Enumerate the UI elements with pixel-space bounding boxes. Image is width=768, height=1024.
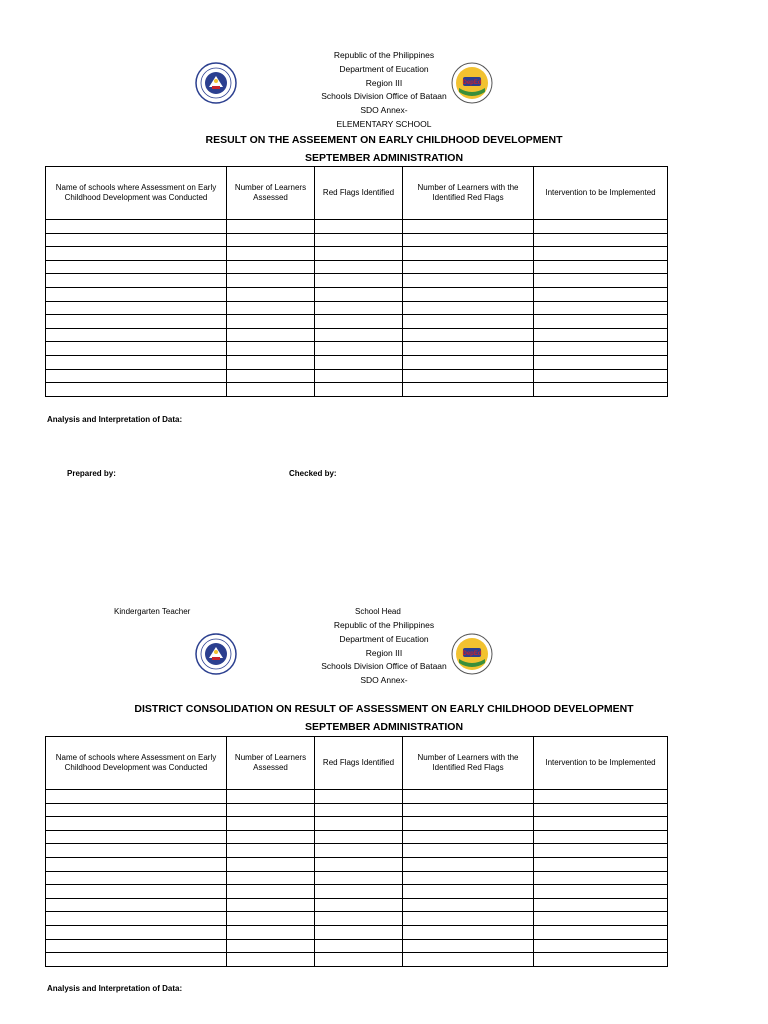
table-cell[interactable] — [46, 953, 227, 967]
table-cell[interactable] — [315, 328, 403, 342]
table-cell[interactable] — [403, 953, 534, 967]
table-cell[interactable] — [46, 301, 227, 315]
header-department: Department of Eucation — [339, 634, 429, 644]
table-cell[interactable] — [46, 857, 227, 871]
column-header: Number of Learners Assessed — [227, 737, 315, 790]
table-cell[interactable] — [403, 247, 534, 261]
table-cell[interactable] — [403, 315, 534, 329]
table-cell[interactable] — [534, 301, 668, 315]
svg-text:DepEd: DepEd — [462, 80, 482, 86]
table-cell[interactable] — [403, 328, 534, 342]
table-cell[interactable] — [227, 287, 315, 301]
table-cell[interactable] — [534, 817, 668, 831]
table-row — [46, 383, 668, 397]
table-cell[interactable] — [46, 939, 227, 953]
table-cell[interactable] — [227, 830, 315, 844]
column-header: Number of Learners Assessed — [227, 167, 315, 220]
table-cell[interactable] — [403, 790, 534, 804]
table-cell[interactable] — [227, 817, 315, 831]
analysis-label: Analysis and Interpretation of Data: — [47, 984, 183, 993]
table-cell[interactable] — [403, 301, 534, 315]
table-cell[interactable] — [315, 953, 403, 967]
table-cell[interactable] — [46, 247, 227, 261]
svg-text:DepEd: DepEd — [462, 651, 482, 657]
report-title: DISTRICT CONSOLIDATION ON RESULT OF ASSESSMENT ON EARLY CHILDHOOD DEVELOPMENT — [134, 703, 634, 715]
table-cell[interactable] — [315, 898, 403, 912]
table-cell[interactable] — [315, 871, 403, 885]
table-cell[interactable] — [534, 898, 668, 912]
column-header: Intervention to be Implemented — [534, 167, 668, 220]
table-cell[interactable] — [534, 857, 668, 871]
table-cell[interactable] — [403, 830, 534, 844]
table-cell[interactable] — [227, 871, 315, 885]
table-cell[interactable] — [315, 939, 403, 953]
table-row — [46, 925, 668, 939]
table-cell[interactable] — [227, 790, 315, 804]
table-cell[interactable] — [227, 803, 315, 817]
checked-by-label: Checked by: — [289, 469, 337, 478]
header-department: Department of Eucation — [339, 64, 429, 74]
table-cell[interactable] — [46, 912, 227, 926]
table-cell[interactable] — [46, 871, 227, 885]
table-cell[interactable] — [46, 260, 227, 274]
table-cell[interactable] — [534, 328, 668, 342]
column-header: Name of schools where Assessment on Early Childhood Development was Conducted — [46, 737, 227, 790]
table-cell[interactable] — [315, 260, 403, 274]
table-cell[interactable] — [403, 274, 534, 288]
table-cell[interactable] — [227, 260, 315, 274]
table-cell[interactable] — [315, 383, 403, 397]
table-cell[interactable] — [534, 260, 668, 274]
header-republic: Republic of the Philippines — [333, 620, 435, 630]
table-cell[interactable] — [315, 912, 403, 926]
table-cell[interactable] — [46, 315, 227, 329]
table-cell[interactable] — [227, 369, 315, 383]
column-header: Intervention to be Implemented — [534, 737, 668, 790]
table-row — [46, 939, 668, 953]
table-row — [46, 885, 668, 899]
table-row — [46, 953, 668, 967]
table-cell[interactable] — [403, 369, 534, 383]
table-cell[interactable] — [46, 844, 227, 858]
table-cell[interactable] — [46, 369, 227, 383]
table-cell[interactable] — [315, 220, 403, 234]
table-cell[interactable] — [534, 830, 668, 844]
table-cell[interactable] — [534, 315, 668, 329]
table-cell[interactable] — [403, 898, 534, 912]
table-cell[interactable] — [46, 803, 227, 817]
table-row — [46, 369, 668, 383]
table-cell[interactable] — [315, 830, 403, 844]
table-cell[interactable] — [403, 233, 534, 247]
table-cell[interactable] — [46, 925, 227, 939]
table-cell[interactable] — [46, 885, 227, 899]
table-cell[interactable] — [534, 274, 668, 288]
table-cell[interactable] — [403, 803, 534, 817]
table-cell[interactable] — [403, 885, 534, 899]
table-cell[interactable] — [46, 830, 227, 844]
table-cell[interactable] — [46, 328, 227, 342]
table-cell[interactable] — [534, 844, 668, 858]
header-region: Region III — [365, 648, 403, 658]
header-republic: Republic of the Philippines — [333, 50, 435, 60]
table-cell[interactable] — [403, 817, 534, 831]
table-cell[interactable] — [315, 274, 403, 288]
table-cell[interactable] — [403, 925, 534, 939]
table-cell[interactable] — [534, 220, 668, 234]
table-row — [46, 274, 668, 288]
assessment-table — [45, 166, 668, 397]
table-cell[interactable] — [403, 939, 534, 953]
table-cell[interactable] — [46, 220, 227, 234]
table-row — [46, 898, 668, 912]
column-header: Name of schools where Assessment on Early Childhood Development was Conducted — [46, 167, 227, 220]
table-cell[interactable] — [227, 301, 315, 315]
table-cell[interactable] — [46, 383, 227, 397]
table-cell[interactable] — [227, 233, 315, 247]
header-region: Region III — [365, 78, 403, 88]
column-header: Red Flags Identified — [315, 167, 403, 220]
table-row — [46, 315, 668, 329]
table-cell[interactable] — [227, 342, 315, 356]
table-cell[interactable] — [46, 355, 227, 369]
table-row — [46, 233, 668, 247]
table-cell[interactable] — [227, 953, 315, 967]
table-cell[interactable] — [315, 844, 403, 858]
table-cell[interactable] — [227, 912, 315, 926]
table-cell[interactable] — [46, 287, 227, 301]
table-row — [46, 287, 668, 301]
table-cell[interactable] — [227, 925, 315, 939]
column-header: Number of Learners with the Identified Red Flags — [403, 737, 534, 790]
table-cell[interactable] — [46, 274, 227, 288]
table-cell[interactable] — [534, 871, 668, 885]
table-cell[interactable] — [315, 369, 403, 383]
table-cell[interactable] — [46, 898, 227, 912]
table-cell[interactable] — [227, 857, 315, 871]
table-cell[interactable] — [46, 790, 227, 804]
report-subtitle: SEPTEMBER ADMINISTRATION — [304, 721, 464, 733]
table-row — [46, 301, 668, 315]
table-cell[interactable] — [315, 315, 403, 329]
table-row — [46, 803, 668, 817]
table-cell[interactable] — [227, 247, 315, 261]
header-division: Schools Division Office of Bataan — [321, 91, 447, 101]
table-row — [46, 790, 668, 804]
table-cell[interactable] — [315, 857, 403, 871]
table-cell[interactable] — [403, 355, 534, 369]
table-cell[interactable] — [227, 315, 315, 329]
kindergarten-teacher-label: Kindergarten Teacher — [114, 607, 191, 616]
table-row — [46, 857, 668, 871]
table-row — [46, 817, 668, 831]
table-cell[interactable] — [403, 260, 534, 274]
table-row — [46, 328, 668, 342]
table-row — [46, 220, 668, 234]
table-cell[interactable] — [403, 912, 534, 926]
table-cell[interactable] — [315, 247, 403, 261]
table-cell[interactable] — [315, 342, 403, 356]
header-sdo: SDO Annex- — [360, 675, 408, 685]
table-cell[interactable] — [315, 287, 403, 301]
table-cell[interactable] — [403, 342, 534, 356]
table-cell[interactable] — [534, 342, 668, 356]
column-header: Number of Learners with the Identified Red Flags — [403, 167, 534, 220]
table-cell[interactable] — [227, 844, 315, 858]
school-head-label: School Head — [355, 607, 401, 616]
analysis-label: Analysis and Interpretation of Data: — [47, 415, 183, 424]
table-row — [46, 871, 668, 885]
table-cell[interactable] — [534, 912, 668, 926]
table-cell[interactable] — [46, 233, 227, 247]
table-cell[interactable] — [403, 383, 534, 397]
table-cell[interactable] — [315, 925, 403, 939]
header-school: ELEMENTARY SCHOOL — [336, 119, 432, 129]
table-cell[interactable] — [227, 220, 315, 234]
table-cell[interactable] — [315, 790, 403, 804]
table-header-row — [46, 167, 668, 220]
table-cell[interactable] — [46, 342, 227, 356]
table-cell[interactable] — [46, 817, 227, 831]
header-division: Schools Division Office of Bataan — [321, 661, 447, 671]
table-row — [46, 830, 668, 844]
report-subtitle: SEPTEMBER ADMINISTRATION — [304, 152, 464, 164]
table-cell[interactable] — [403, 857, 534, 871]
table-cell[interactable] — [403, 844, 534, 858]
header-sdo: SDO Annex- — [360, 105, 408, 115]
table-cell[interactable] — [534, 355, 668, 369]
table-cell[interactable] — [227, 885, 315, 899]
table-cell[interactable] — [534, 953, 668, 967]
table-cell[interactable] — [315, 885, 403, 899]
table-cell[interactable] — [534, 790, 668, 804]
table-cell[interactable] — [534, 925, 668, 939]
table-cell[interactable] — [534, 287, 668, 301]
table-cell[interactable] — [227, 355, 315, 369]
table-cell[interactable] — [315, 355, 403, 369]
table-cell[interactable] — [534, 939, 668, 953]
table-cell[interactable] — [534, 247, 668, 261]
table-cell[interactable] — [315, 233, 403, 247]
prepared-by-label: Prepared by: — [67, 469, 116, 478]
table-cell[interactable] — [534, 369, 668, 383]
table-row — [46, 342, 668, 356]
table-cell[interactable] — [227, 939, 315, 953]
table-row — [46, 912, 668, 926]
table-cell[interactable] — [227, 898, 315, 912]
table-cell[interactable] — [534, 885, 668, 899]
column-header: Red Flags Identified — [315, 737, 403, 790]
table-row — [46, 844, 668, 858]
table-cell[interactable] — [534, 383, 668, 397]
table-cell[interactable] — [227, 328, 315, 342]
district-consolidation-table — [45, 736, 668, 967]
table-header-row — [46, 737, 668, 790]
table-cell[interactable] — [403, 220, 534, 234]
table-cell[interactable] — [534, 233, 668, 247]
table-row — [46, 355, 668, 369]
table-cell[interactable] — [315, 803, 403, 817]
report-title: RESULT ON THE ASSEEMENT ON EARLY CHILDHOOD DEVELOPMENT — [205, 134, 563, 146]
table-cell[interactable] — [227, 274, 315, 288]
table-cell[interactable] — [403, 287, 534, 301]
table-cell[interactable] — [315, 817, 403, 831]
table-cell[interactable] — [534, 803, 668, 817]
table-cell[interactable] — [403, 871, 534, 885]
table-row — [46, 260, 668, 274]
table-cell[interactable] — [227, 383, 315, 397]
table-cell[interactable] — [315, 301, 403, 315]
table-row — [46, 247, 668, 261]
